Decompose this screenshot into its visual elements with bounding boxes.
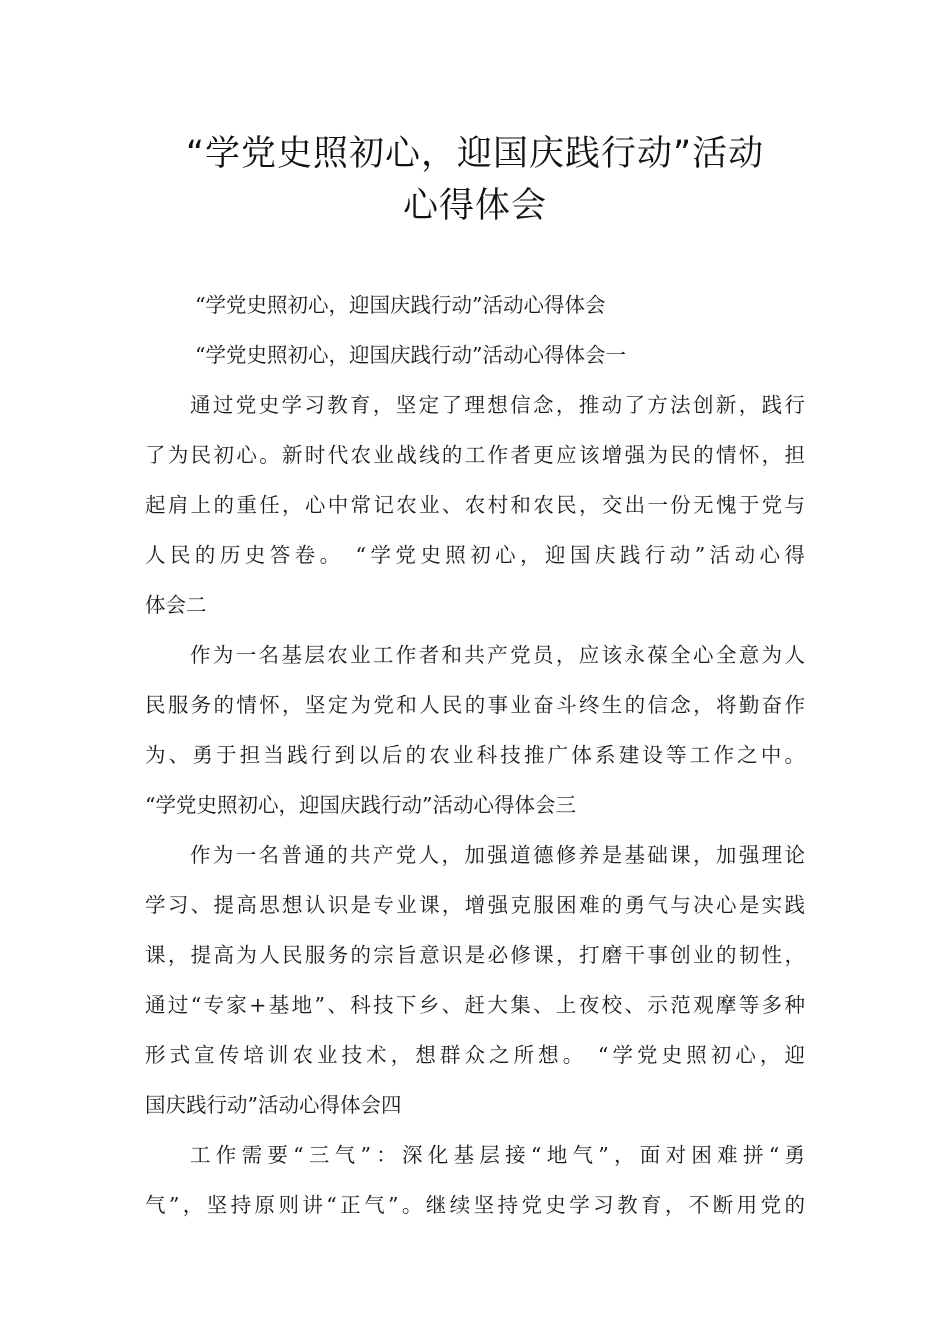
text-line: 气”，坚持原则讲“正气”。继续坚持党史学习教育，不断用党的 [145,1193,805,1217]
text-line: 了为民初心。新时代农业战线的工作者更应该增强为民的情怀，担 [145,443,805,467]
text-line: 学习、提高思想认识是专业课，增强克服困难的勇气与决心是实践 [145,893,805,917]
text-line: 工作需要“三气”：深化基层接“地气”，面对困难拼“勇 [190,1143,805,1167]
text-line: 为、勇于担当践行到以后的农业科技推广体系建设等工作之中。 [145,743,805,767]
text-line: 起肩上的重任，心中常记农业、农村和农民，交出一份无愧于党与 [145,493,805,517]
text-line: 形式宣传培训农业技术，想群众之所想。 “学党史照初心，迎 [145,1043,805,1067]
text-line: 作为一名普通的共产党人，加强道德修养是基础课，加强理论 [190,843,805,867]
title-line-1: “学党史照初心，迎国庆践行动”活动 [185,134,765,174]
text-line: 作为一名基层农业工作者和共产党员，应该永葆全心全意为人 [190,643,805,667]
text-line: “学党史照初心，迎国庆践行动”活动心得体会一 [195,343,626,367]
text-line: 国庆践行动”活动心得体会四 [145,1093,402,1117]
text-line: 课，提高为人民服务的宗旨意识是必修课，打磨干事创业的韧性， [145,943,805,967]
title-line-2: 心得体会 [402,186,547,226]
text-line: 体会二 [145,593,207,617]
text-line: 民服务的情怀，坚定为党和人民的事业奋斗终生的信念，将勤奋作 [145,693,805,717]
document-body [145,280,805,1230]
text-line: 通过党史学习教育，坚定了理想信念，推动了方法创新，践行 [190,393,805,417]
text-line: 人民的历史答卷。 “学党史照初心，迎国庆践行动”活动心得 [145,543,805,567]
text-line: “学党史照初心，迎国庆践行动”活动心得体会 [195,293,606,317]
document-title [100,128,850,232]
text-line: 通过“专家+基地”、科技下乡、赶大集、上夜校、示范观摩等多种 [145,993,805,1017]
text-line: “学党史照初心，迎国庆践行动”活动心得体会三 [145,793,576,817]
